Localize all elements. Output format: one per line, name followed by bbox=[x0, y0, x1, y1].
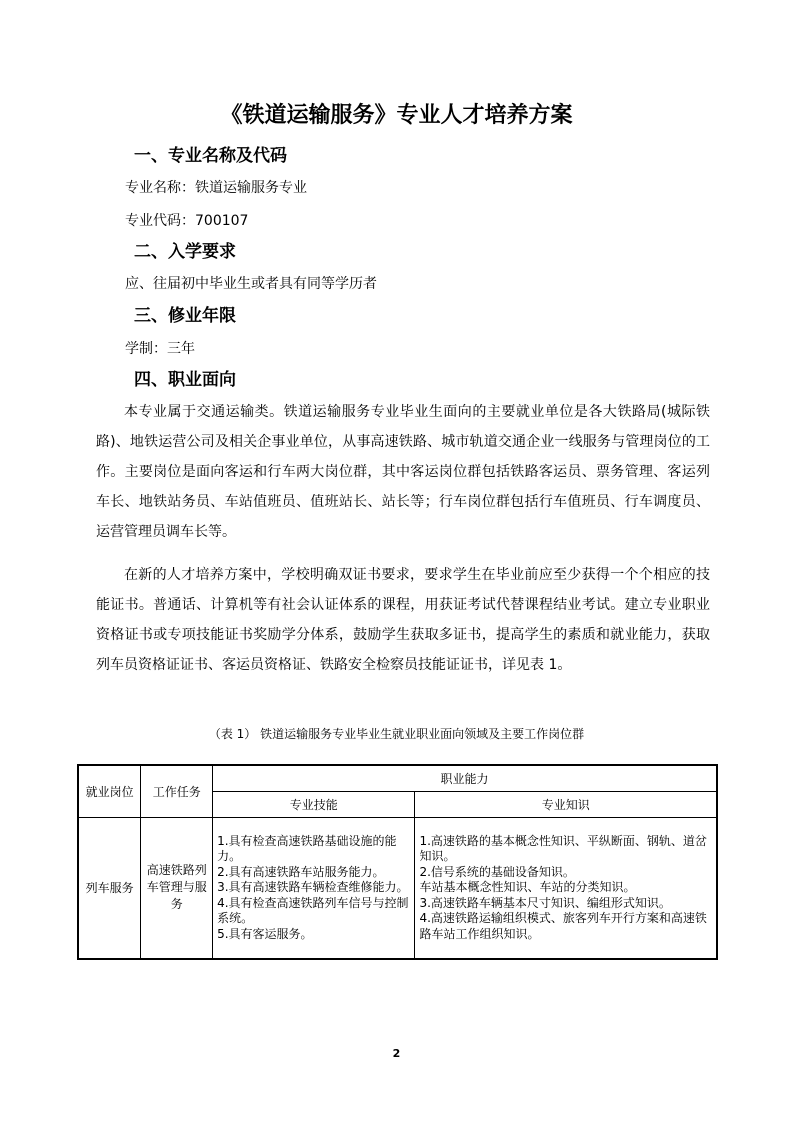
section-heading-career: 四、职业面向 bbox=[134, 370, 236, 390]
table-header-row bbox=[78, 765, 717, 791]
section-heading-admission: 二、入学要求 bbox=[134, 242, 236, 262]
skill-item: 3.具有高速铁路车辆检查维修能力。 bbox=[217, 880, 409, 894]
cell-task: 高速铁路列车管理与服务 bbox=[141, 817, 213, 959]
knowledge-item: 2.信号系统的基础设备知识。 bbox=[419, 864, 575, 879]
knowledge-item: 1.高速铁路的基本概念性知识、平纵断面、钢轨、道岔知识。 bbox=[419, 833, 707, 863]
header-ability: 职业能力 bbox=[213, 765, 717, 791]
admission-text: 应、往届初中毕业生或者具有同等学历者 bbox=[125, 276, 377, 292]
skill-item: 5.具有客运服务。 bbox=[217, 926, 313, 941]
table-caption: （表 1） 铁道运输服务专业毕业生就业职业面向领域及主要工作岗位群 bbox=[208, 727, 585, 741]
document-title: 《铁道运输服务》专业人才培养方案 bbox=[220, 103, 573, 128]
skill-item: 2.具有高速铁路车站服务能力。 bbox=[217, 864, 385, 879]
page-number: 2 bbox=[392, 1047, 401, 1060]
knowledge-item: 车站基本概念性知识、车站的分类知识。 bbox=[419, 880, 636, 894]
cell-skills bbox=[213, 817, 415, 959]
section-heading-duration: 三、修业年限 bbox=[134, 306, 236, 326]
knowledge-item: 4.高速铁路运输组织模式、旅客列车开行方案和高速铁路车站工作组织知识。 bbox=[419, 911, 707, 941]
career-paragraph-2: 在新的人才培养方案中，学校明确双证书要求，要求学生在毕业前应至少获得一个个相应的技能证书。普通话、计算机等有社会认证体系的课程，用获证考试代替课程结业考试。建立专业职业资格证书或专项技能证书奖励学分体系，鼓励学生获取多证书，提高学生的素质和就业能力，获取列车员资格证证书、客运员资格证、铁路安全检察员技能证证书，详见表 1。 bbox=[96, 567, 710, 673]
career-table bbox=[77, 764, 718, 960]
header-knowledge: 专业知识 bbox=[415, 791, 717, 817]
skill-item: 4.具有检查高速铁路列车信号与控制系统。 bbox=[217, 895, 409, 925]
cell-knowledge bbox=[415, 817, 717, 959]
header-skills: 专业技能 bbox=[213, 791, 415, 817]
knowledge-item: 3.高速铁路车辆基本尺寸知识、编组形式知识。 bbox=[419, 895, 671, 910]
table-row bbox=[78, 817, 717, 959]
skill-item: 1.具有检查高速铁路基础设施的能力。 bbox=[217, 833, 397, 863]
header-task: 工作任务 bbox=[141, 765, 213, 817]
duration-text: 学制：三年 bbox=[125, 341, 195, 357]
header-post: 就业岗位 bbox=[78, 765, 141, 817]
major-name-line: 专业名称：铁道运输服务专业 bbox=[125, 180, 307, 196]
section-heading-name-code: 一、专业名称及代码 bbox=[134, 146, 287, 166]
cell-post: 列车服务 bbox=[78, 817, 141, 959]
career-paragraph-1: 本专业属于交通运输类。铁道运输服务专业毕业生面向的主要就业单位是各大铁路局(城际铁路)、地铁运营公司及相关企事业单位，从事高速铁路、城市轨道交通企业一线服务与管理岗位的工作。主要岗位是面向客运和行车两大岗位群，其中客运岗位群包括铁路客运员、票务管理、客运列车长、地铁站务员、车站值班员、值班站长、站长等；行车岗位群包括行车值班员、行车调度员、运营管理员调车长等。 bbox=[96, 404, 710, 540]
major-code-line: 专业代码：700107 bbox=[125, 213, 249, 229]
